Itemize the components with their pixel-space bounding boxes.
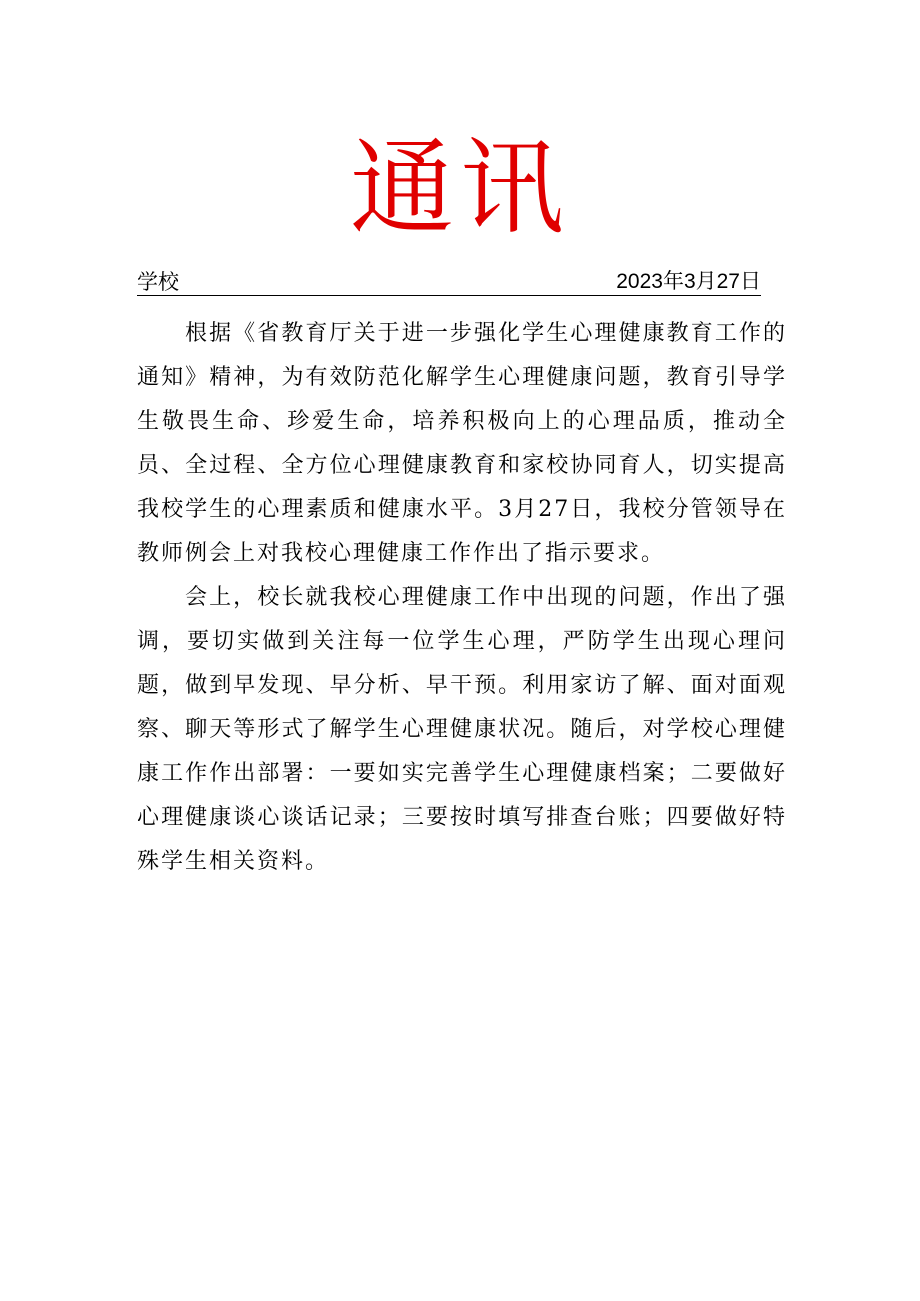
body-paragraph-1: 根据《省教育厅关于进一步强化学生心理健康教育工作的通知》精神，为有效防范化解学生心理健康问题，教育引导学生敬畏生命、珍爱生命，培养积极向上的心理品质，推动全员、全过程、全方位心理健康教育和家校协同育人，切实提高我校学生的心理素质和健康水平。3月27日，我校分管领导在教师例会上对我校心理健康工作作出了指示要求。 bbox=[137, 321, 787, 566]
document-body bbox=[137, 312, 787, 884]
body-paragraph-2: 会上，校长就我校心理健康工作中出现的问题，作出了强调，要切实做到关注每一位学生心理，严防学生出现心理问题，做到早发现、早分析、早干预。利用家访了解、面对面观察、聊天等形式了解学生心理健康状况。随后，对学校心理健康工作作出部署：一要如实完善学生心理健康档案；二要做好心理健康谈心谈话记录；三要按时填写排查台账；四要做好特殊学生相关资料。 bbox=[137, 585, 787, 874]
document-title: 通讯 bbox=[349, 127, 570, 249]
school-label: 学校 bbox=[137, 270, 179, 294]
header-meta-line bbox=[137, 269, 761, 296]
document-date: 2023年3月27日 bbox=[616, 270, 761, 293]
